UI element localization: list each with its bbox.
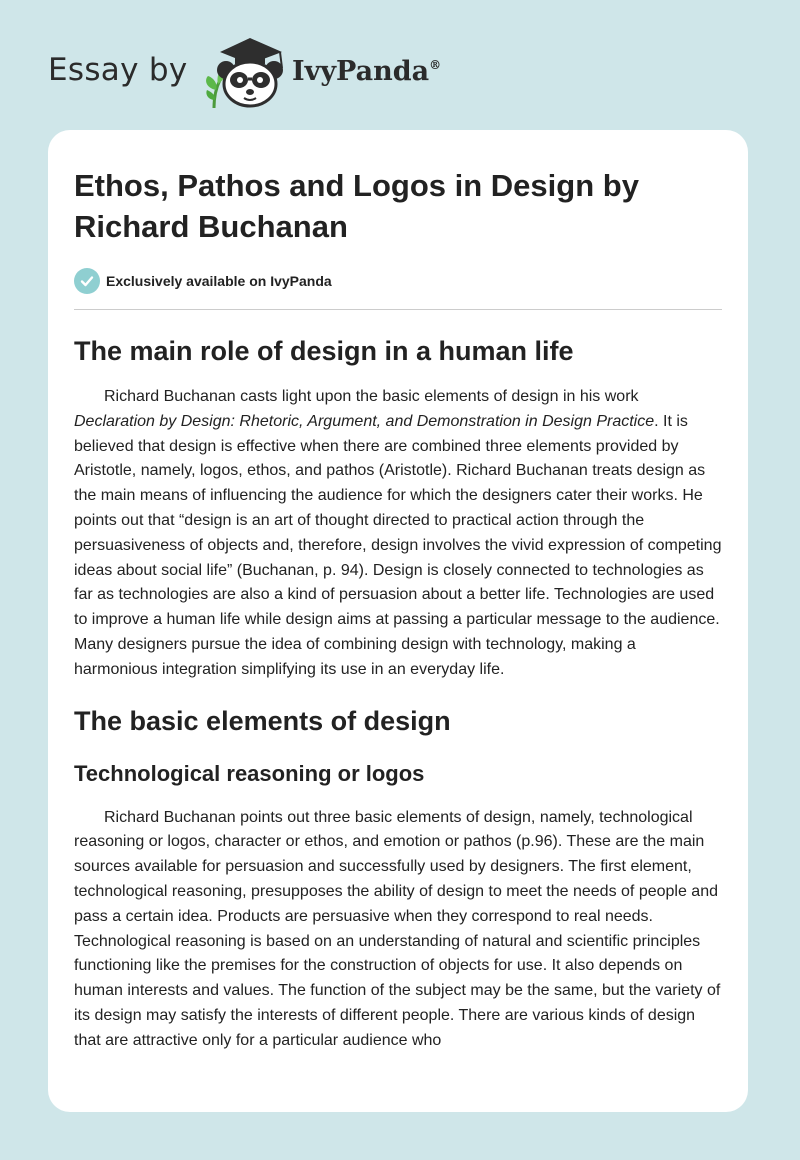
essay-card — [48, 130, 748, 1112]
section-heading-main-role: The main role of design in a human life — [74, 336, 574, 366]
check-icon — [74, 268, 100, 294]
subsection-heading-logos: Technological reasoning or logos — [74, 760, 425, 786]
brand-name-text: IvyPanda — [292, 56, 430, 87]
paragraph-logos: Richard Buchanan points out three basic elements of design, namely, technological reasoning or logos, character or ethos, and emotion or pathos (p.96). These are the main sources available for persuasion and successfully used by designers. The first element, technological reasoning, presupposes the ability of design to meet the needs of people and pass a certain idea. Products are persuasive when they correspond to real needs. Technological reasoning is based on an understanding of natural and scientific principles functioning like the premises for the construction of objects for use. It also depends on human interests and values. The function of the subject may be the same, but the variety of its design may satisfy the interests of different people. There are various kinds of design that are attractive only for a particular audience who — [74, 808, 721, 1049]
site-header — [0, 0, 800, 130]
paragraph-main-role — [74, 385, 722, 683]
badge-label: Exclusively available on IvyPanda — [106, 273, 332, 289]
registered-mark: ® — [429, 58, 442, 72]
document-title: Ethos, Pathos and Logos in Design by Richard Buchanan — [74, 168, 639, 244]
section-heading-basic-elements: The basic elements of design — [74, 705, 451, 736]
paragraph-text: Richard Buchanan casts light upon the basic elements of design in his work — [104, 388, 639, 405]
panda-logo-icon[interactable] — [202, 30, 290, 110]
paragraph-text: . It is believed that design is effective when there are combined three elements provided by Aristotle, namely, logos, ethos, and pathos (Aristotle). Richard Buchanan treats design as the main means of influencing the audience for which the designers cater their works. He points out that “design is an art of thought directed to practical action through the persuasiveness of objects and, therefore, design involves the vivid expression of competing ideas about social life” (Buchanan, p. 94). Design is closely connected to technologies as far as technologies are also a kind of persuasion about a better life. Technologies are used to improve a human life while design aims at passing a particular message to the audience. Many designers pursue the idea of combining design with technology, making a harmonious integration simplifying its use in an everyday life. — [74, 412, 722, 678]
brand-name[interactable] — [292, 56, 441, 87]
divider — [74, 309, 722, 310]
brand-prefix: Essay by — [48, 52, 188, 88]
work-title: Declaration by Design: Rhetoric, Argument, and Demonstration in Design Practice — [74, 412, 655, 430]
exclusive-badge — [74, 267, 722, 295]
